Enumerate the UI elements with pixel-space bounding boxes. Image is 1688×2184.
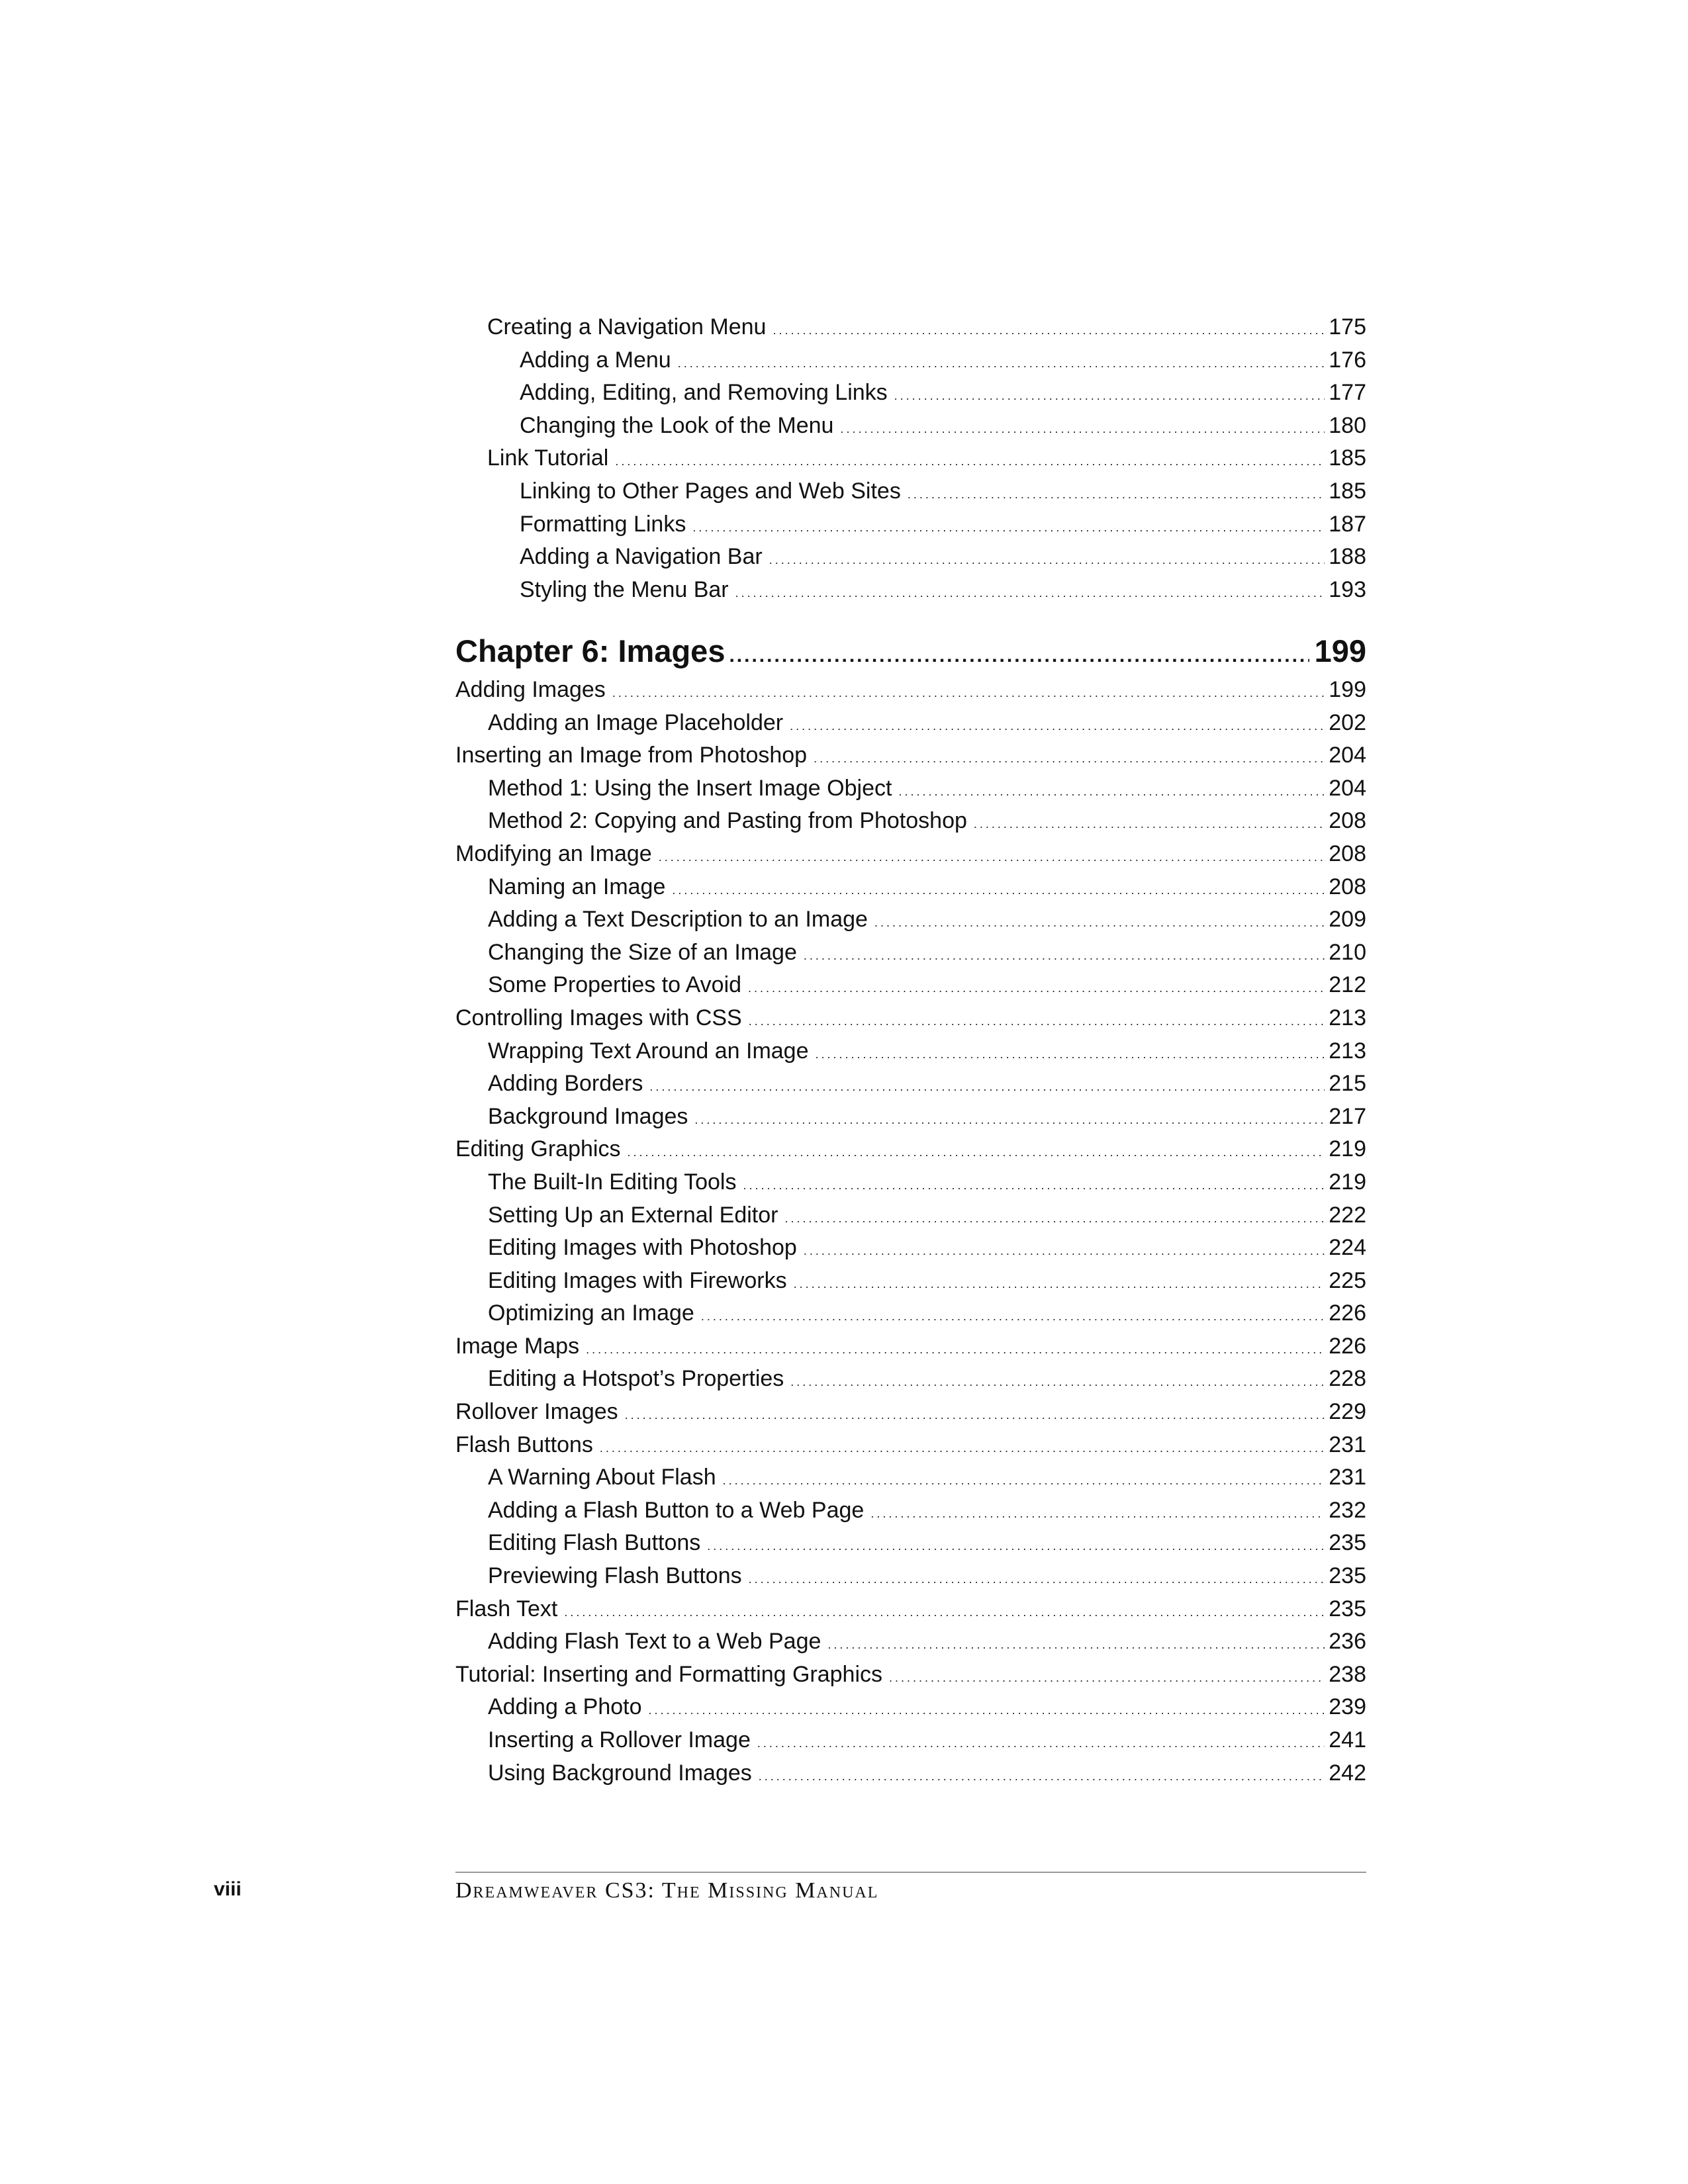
toc-entry-title: Inserting a Rollover Image	[488, 1727, 751, 1752]
toc-entry-page-number: 232	[1329, 1497, 1366, 1523]
toc-entry-page-number: 202	[1329, 709, 1366, 735]
dot-leader	[870, 1498, 1325, 1531]
toc-entry-title: Background Images	[488, 1103, 688, 1129]
toc-entry-page-number: 176	[1329, 347, 1366, 373]
toc-entry-page-number: 212	[1329, 972, 1366, 998]
toc-entry-title: A Warning About Flash	[488, 1465, 716, 1490]
dot-leader	[649, 1071, 1325, 1104]
toc-entry-page-number: 225	[1329, 1267, 1366, 1293]
toc-section-chapter-6	[455, 630, 1366, 1790]
toc-entry[interactable]	[487, 574, 1366, 607]
dot-leader	[723, 1465, 1325, 1498]
toc-entry-page-number: 235	[1329, 1596, 1366, 1621]
toc-entry-title: Adding a Photo	[488, 1694, 642, 1720]
dot-leader	[889, 1662, 1325, 1695]
toc-entry-title: Formatting Links	[520, 511, 686, 537]
toc-entry[interactable]	[455, 936, 1366, 970]
toc-entry-page-number: 199	[1329, 677, 1366, 702]
toc-entry-page-number: 213	[1329, 1038, 1366, 1064]
toc-entry-title: Previewing Flash Buttons	[488, 1563, 742, 1589]
dot-leader	[816, 1038, 1325, 1071]
toc-entry-page-number: 208	[1329, 841, 1366, 866]
toc-entry-title: Adding a Text Description to an Image	[488, 907, 868, 933]
dot-leader	[814, 743, 1325, 776]
toc-entry[interactable]	[455, 739, 1366, 772]
toc-entry-page-number: 219	[1329, 1136, 1366, 1162]
dot-leader	[678, 347, 1325, 381]
toc-entry[interactable]	[455, 1199, 1366, 1232]
toc-entry-title: Flash Buttons	[455, 1432, 593, 1457]
toc-entry-page-number: 224	[1329, 1235, 1366, 1261]
dot-leader	[694, 1104, 1325, 1137]
toc-entry-title: Modifying an Image	[455, 841, 652, 866]
page-folio: viii	[214, 1878, 242, 1900]
toc-entry[interactable]	[455, 772, 1366, 805]
toc-entry[interactable]	[455, 707, 1366, 740]
toc-entry[interactable]	[455, 1330, 1366, 1363]
toc-entry-page-number: 241	[1329, 1727, 1366, 1752]
toc-entry-page-number: 188	[1329, 544, 1366, 570]
dot-leader	[790, 710, 1325, 743]
toc-entry-title: Adding, Editing, and Removing Links	[520, 380, 888, 406]
dot-leader	[769, 544, 1325, 577]
toc-entry[interactable]	[455, 1166, 1366, 1199]
toc-entry-page-number: 231	[1329, 1465, 1366, 1490]
toc-entry[interactable]	[455, 1494, 1366, 1527]
toc-entry[interactable]	[455, 1659, 1366, 1692]
toc-entry-title: Changing the Size of an Image	[488, 939, 797, 965]
toc-entry[interactable]	[455, 1461, 1366, 1494]
toc-entry[interactable]	[455, 838, 1366, 871]
toc-entry-title: Adding a Flash Button to a Web Page	[488, 1497, 865, 1523]
dot-leader	[612, 677, 1325, 710]
toc-entry[interactable]	[455, 1757, 1366, 1790]
toc-entry-title: Tutorial: Inserting and Formatting Graphics	[455, 1661, 883, 1687]
toc-entry-title: Naming an Image	[488, 874, 666, 899]
toc-entry-page-number: 222	[1329, 1202, 1366, 1228]
toc-entry-page-number: 217	[1329, 1103, 1366, 1129]
chapter-heading[interactable]	[455, 630, 1366, 672]
toc-entry-page-number: 208	[1329, 808, 1366, 834]
toc-entry-page-number: 235	[1329, 1530, 1366, 1556]
toc-entry-title: Adding a Navigation Bar	[520, 544, 763, 570]
running-footer-title: Dreamweaver CS3: The Missing Manual	[455, 1878, 879, 1903]
dot-leader	[625, 1399, 1325, 1432]
toc-entry[interactable]	[455, 674, 1366, 707]
dot-leader	[757, 1727, 1325, 1760]
dot-leader	[735, 577, 1325, 610]
toc-entry-page-number: 238	[1329, 1661, 1366, 1687]
toc-entry-title: Adding a Menu	[520, 347, 671, 373]
toc-entry-page-number: 231	[1329, 1432, 1366, 1457]
toc-entry-title: Optimizing an Image	[488, 1300, 694, 1326]
toc-entry-page-number: 226	[1329, 1333, 1366, 1359]
dot-leader	[564, 1596, 1325, 1629]
dot-leader	[701, 1300, 1325, 1334]
toc-entry-page-number: 239	[1329, 1694, 1366, 1720]
toc-entry[interactable]	[455, 1625, 1366, 1659]
toc-entry-title: Some Properties to Avoid	[488, 972, 742, 998]
toc-entry-title: Adding Images	[455, 677, 606, 702]
toc-entry[interactable]	[487, 475, 1366, 508]
toc-section-previous-chapter	[487, 311, 1366, 606]
toc-entry[interactable]	[455, 1002, 1366, 1035]
dot-leader	[729, 635, 1309, 677]
toc-entry[interactable]	[487, 377, 1366, 410]
chapter-page-number: 199	[1314, 633, 1366, 668]
toc-entry-title: Controlling Images with CSS	[455, 1005, 742, 1030]
dot-leader	[600, 1432, 1325, 1465]
toc-entry-page-number: 210	[1329, 939, 1366, 965]
toc-entry-page-number: 229	[1329, 1399, 1366, 1425]
toc-entry-title: Inserting an Image from Photoshop	[455, 743, 808, 768]
toc-entry[interactable]	[455, 1297, 1366, 1330]
dot-leader	[974, 808, 1325, 841]
toc-entry-page-number: 187	[1329, 511, 1366, 537]
toc-entry-page-number: 219	[1329, 1169, 1366, 1195]
toc-entry-page-number: 185	[1329, 478, 1366, 504]
toc-entry[interactable]	[455, 1691, 1366, 1724]
toc-entry-page-number: 213	[1329, 1005, 1366, 1030]
toc-entry[interactable]	[455, 871, 1366, 904]
dot-leader	[748, 972, 1325, 1005]
dot-leader	[672, 874, 1325, 907]
toc-entry-page-number: 226	[1329, 1300, 1366, 1326]
toc-entry-page-number: 242	[1329, 1760, 1366, 1786]
toc-entry[interactable]	[455, 1724, 1366, 1757]
toc-entry-title: The Built-In Editing Tools	[488, 1169, 737, 1195]
toc-entry-title: Rollover Images	[455, 1399, 618, 1425]
chapter-title: Chapter 6: Images	[455, 633, 726, 668]
toc-entry-page-number: 235	[1329, 1563, 1366, 1589]
toc-entry-page-number: 228	[1329, 1366, 1366, 1392]
toc-entry[interactable]	[455, 1593, 1366, 1626]
toc-entry-page-number: 175	[1329, 314, 1366, 340]
toc-entry[interactable]	[455, 805, 1366, 838]
dot-leader	[707, 1530, 1325, 1563]
dot-leader	[749, 1563, 1325, 1596]
toc-entry-title: Adding Borders	[488, 1071, 643, 1097]
toc-entry-title: Editing Flash Buttons	[488, 1530, 701, 1556]
toc-entry[interactable]	[455, 1101, 1366, 1134]
toc-entry[interactable]	[455, 1035, 1366, 1068]
dot-leader	[784, 1203, 1325, 1236]
dot-leader	[804, 1235, 1325, 1268]
toc-entry-title: Flash Text	[455, 1596, 558, 1621]
toc-entry-title: Setting Up an External Editor	[488, 1202, 778, 1228]
toc-entry[interactable]	[455, 1429, 1366, 1462]
dot-leader	[586, 1334, 1325, 1367]
toc-entry-title: Adding an Image Placeholder	[488, 709, 784, 735]
dot-leader	[692, 512, 1325, 545]
toc-entry[interactable]	[487, 508, 1366, 541]
dot-leader	[743, 1169, 1325, 1203]
dot-leader	[840, 413, 1325, 446]
toc-entry[interactable]	[455, 1560, 1366, 1593]
toc-entry[interactable]	[455, 1527, 1366, 1560]
toc-entry-title: Method 1: Using the Insert Image Object	[488, 775, 892, 801]
dot-leader	[804, 940, 1325, 973]
toc-entry[interactable]	[455, 969, 1366, 1002]
toc-entry[interactable]	[455, 1068, 1366, 1101]
toc-entry-title: Linking to Other Pages and Web Sites	[520, 478, 901, 504]
toc-entry-title: Image Maps	[455, 1333, 580, 1359]
dot-leader	[790, 1366, 1325, 1399]
toc-entry[interactable]	[455, 1265, 1366, 1298]
footer-divider	[455, 1872, 1366, 1873]
dot-leader	[794, 1268, 1325, 1301]
toc-entry-title: Creating a Navigation Menu	[487, 314, 767, 340]
dot-leader	[615, 445, 1325, 478]
toc-entry-title: Link Tutorial	[487, 445, 609, 471]
toc-entry-page-number: 180	[1329, 412, 1366, 438]
toc-entry[interactable]	[455, 1232, 1366, 1265]
chapter-entries	[455, 674, 1366, 1790]
toc-entry[interactable]	[487, 442, 1366, 475]
toc-entry-title: Adding Flash Text to a Web Page	[488, 1629, 821, 1655]
toc-entry-title: Changing the Look of the Menu	[520, 412, 834, 438]
dot-leader	[908, 478, 1325, 512]
toc-entry-title: Editing a Hotspot’s Properties	[488, 1366, 784, 1392]
toc-entry[interactable]	[487, 344, 1366, 377]
toc-entry-title: Editing Images with Fireworks	[488, 1267, 787, 1293]
dot-leader	[773, 314, 1325, 347]
dot-leader	[898, 776, 1325, 809]
toc-entry[interactable]	[487, 541, 1366, 574]
dot-leader	[627, 1136, 1325, 1169]
toc-entry[interactable]	[455, 1396, 1366, 1429]
toc-entry-title: Styling the Menu Bar	[520, 576, 729, 602]
dot-leader	[759, 1760, 1325, 1794]
toc-entry[interactable]	[487, 311, 1366, 344]
toc-entry-title: Using Background Images	[488, 1760, 752, 1786]
toc-entry-title: Editing Images with Photoshop	[488, 1235, 797, 1261]
dot-leader	[749, 1005, 1325, 1038]
toc-entry-title: Wrapping Text Around an Image	[488, 1038, 809, 1064]
toc-entry-page-number: 208	[1329, 874, 1366, 899]
toc-entry-page-number: 185	[1329, 445, 1366, 471]
toc-entry-page-number: 215	[1329, 1071, 1366, 1097]
dot-leader	[649, 1694, 1325, 1727]
toc-entry-page-number: 177	[1329, 380, 1366, 406]
toc-entry-page-number: 204	[1329, 775, 1366, 801]
dot-leader	[659, 841, 1325, 874]
toc-entry[interactable]	[487, 410, 1366, 443]
toc-entry[interactable]	[455, 903, 1366, 936]
dot-leader	[894, 380, 1325, 413]
toc-entry[interactable]	[455, 1363, 1366, 1396]
toc-entry[interactable]	[455, 1133, 1366, 1166]
toc-entry-page-number: 193	[1329, 576, 1366, 602]
toc-entry-page-number: 236	[1329, 1629, 1366, 1655]
toc-entry-title: Method 2: Copying and Pasting from Photoshop	[488, 808, 967, 834]
dot-leader	[827, 1629, 1325, 1662]
toc-entry-page-number: 209	[1329, 907, 1366, 933]
dot-leader	[874, 907, 1325, 940]
toc-entry-page-number: 204	[1329, 743, 1366, 768]
toc-entry-title: Editing Graphics	[455, 1136, 621, 1162]
